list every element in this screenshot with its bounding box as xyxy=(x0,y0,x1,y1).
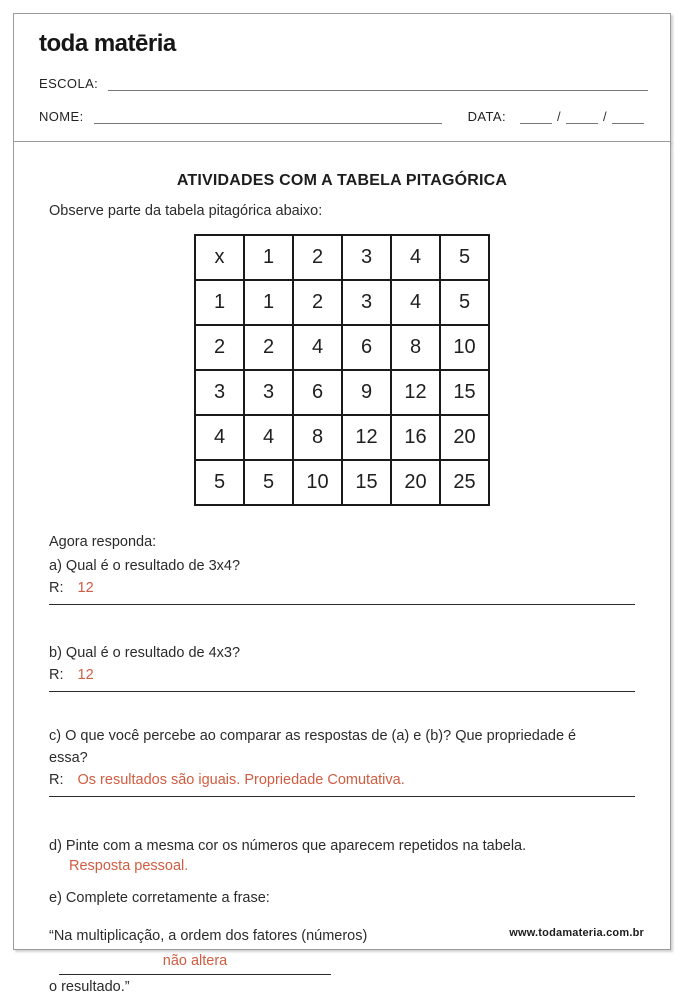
table-cell: 25 xyxy=(440,460,489,505)
table-cell: 4 xyxy=(293,325,342,370)
table-cell: 5 xyxy=(440,280,489,325)
date-group xyxy=(468,107,648,124)
table-header-cell: 3 xyxy=(342,235,391,280)
date-separator: / xyxy=(602,109,607,124)
table-cell: 15 xyxy=(342,460,391,505)
table-header-cell: x xyxy=(195,235,244,280)
table-row xyxy=(195,325,489,370)
table-cell: 12 xyxy=(342,415,391,460)
date-label: DATA: xyxy=(467,109,506,124)
sentence-end: o resultado.” xyxy=(49,979,130,995)
question-d: d) Pinte com a mesma cor os números que aparecem repetidos na tabela. xyxy=(49,838,527,854)
answer-line-a[interactable] xyxy=(49,580,635,605)
table-cell: 8 xyxy=(391,325,440,370)
name-row xyxy=(39,107,648,124)
question-e: e) Complete corretamente a frase: xyxy=(49,890,270,906)
answer-label-a: R: xyxy=(49,580,64,596)
table-cell: 10 xyxy=(293,460,342,505)
answer-a: 12 xyxy=(77,580,94,596)
table-cell: 5 xyxy=(195,460,244,505)
table-cell: 6 xyxy=(293,370,342,415)
table-cell: 12 xyxy=(391,370,440,415)
question-a: a) Qual é o resultado de 3x4? xyxy=(49,558,241,574)
sentence-blank-line[interactable]: não altera xyxy=(59,949,331,975)
question-b: b) Qual é o resultado de 4x3? xyxy=(49,645,241,661)
brand-logo: toda matēria xyxy=(39,30,176,57)
school-label: ESCOLA: xyxy=(39,76,99,91)
table-cell: 6 xyxy=(342,325,391,370)
table-cell: 2 xyxy=(293,280,342,325)
table-header-cell: 4 xyxy=(391,235,440,280)
school-input-line[interactable] xyxy=(108,74,648,91)
table-cell: 1 xyxy=(244,280,293,325)
table-row xyxy=(195,415,489,460)
school-row xyxy=(39,74,648,91)
worksheet-content xyxy=(14,172,670,1000)
answer-label-b: R: xyxy=(49,667,64,683)
table-row xyxy=(195,460,489,505)
table-cell: 10 xyxy=(440,325,489,370)
worksheet-title: ATIVIDADES COM A TABELA PITAGÓRICA xyxy=(176,172,508,189)
table-cell: 3 xyxy=(195,370,244,415)
table-cell: 5 xyxy=(244,460,293,505)
worksheet-intro: Observe parte da tabela pitagórica abaixo: xyxy=(49,203,323,219)
date-year-line[interactable] xyxy=(612,107,644,124)
answer-label-c: R: xyxy=(49,772,64,788)
table-cell: 2 xyxy=(244,325,293,370)
table-cell: 20 xyxy=(440,415,489,460)
table-cell: 4 xyxy=(195,415,244,460)
table-cell: 4 xyxy=(244,415,293,460)
table-header-cell: 1 xyxy=(244,235,293,280)
table-cell: 20 xyxy=(391,460,440,505)
table-cell: 3 xyxy=(342,280,391,325)
answer-d: Resposta pessoal. xyxy=(69,858,189,874)
answer-prompt: Agora responda: xyxy=(49,534,157,550)
table-cell: 4 xyxy=(391,280,440,325)
table-row xyxy=(195,280,489,325)
question-c: c) O que você percebe ao comparar as respostas de (a) e (b)? Que propriedade é essa? xyxy=(49,728,577,766)
date-month-line[interactable] xyxy=(566,107,598,124)
footer-url: www.todamateria.com.br xyxy=(509,927,644,939)
date-separator: / xyxy=(556,109,561,124)
table-cell: 9 xyxy=(342,370,391,415)
date-day-line[interactable] xyxy=(520,107,552,124)
answer-c: Os resultados são iguais. Propriedade Comutativa. xyxy=(77,772,405,788)
table-header-cell: 5 xyxy=(440,235,489,280)
table-cell: 3 xyxy=(244,370,293,415)
pythagorean-table xyxy=(194,234,490,506)
name-label: NOME: xyxy=(39,109,84,124)
table-cell: 8 xyxy=(293,415,342,460)
table-row xyxy=(195,370,489,415)
name-input-line[interactable] xyxy=(94,107,442,124)
answer-line-c[interactable] xyxy=(49,772,635,797)
table-row xyxy=(195,235,489,280)
table-cell: 1 xyxy=(195,280,244,325)
answer-line-b[interactable] xyxy=(49,667,635,692)
table-cell: 16 xyxy=(391,415,440,460)
table-cell: 2 xyxy=(195,325,244,370)
table-header-cell: 2 xyxy=(293,235,342,280)
header-panel xyxy=(13,13,671,142)
answer-b: 12 xyxy=(77,667,94,683)
table-cell: 15 xyxy=(440,370,489,415)
sentence-start: “Na multiplicação, a ordem dos fatores (números) xyxy=(49,928,368,944)
worksheet-panel xyxy=(13,141,671,995)
